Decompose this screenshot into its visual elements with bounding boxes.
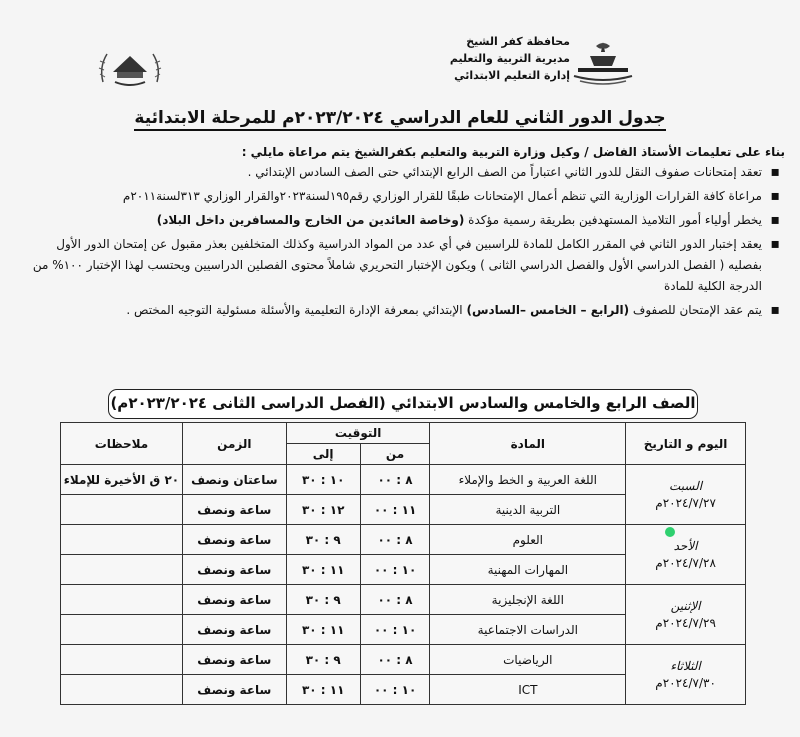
list-item: ▪ يتم عقد الإمتحان للصفوف (الرابع – الخامس –السادس) الإبتدائي بمعرفة الإدارة التعليمية والأسئلة مسئولية التوجيه المختص .: [32, 300, 782, 321]
table-row: [61, 465, 746, 495]
list-item: ▪ مراعاة كافة القرارات الوزارية التي تنظم أعمال الإمتحانات طبقًا للقرار الوزاري رقم١٩٥لسنة٢٠٢٣والقرار الوزاري ٣١٣لسنة٢٠١١م: [32, 186, 782, 207]
header-duration: الزمن: [182, 423, 286, 465]
from-cell: ١٠ : ٠٠: [360, 555, 430, 585]
from-cell: ٨ : ٠٠: [360, 585, 430, 615]
note-cell: [61, 675, 183, 705]
duration-cell: ساعة ونصف: [182, 495, 286, 525]
duration-cell: ساعة ونصف: [182, 585, 286, 615]
note-cell: [61, 645, 183, 675]
header-to: إلى: [286, 444, 360, 465]
duration-cell: ساعة ونصف: [182, 525, 286, 555]
note-cell: [61, 585, 183, 615]
note-cell: [61, 615, 183, 645]
department-label: إدارة التعليم الابتدائي: [454, 69, 570, 82]
to-cell: ١١ : ٣٠: [286, 555, 360, 585]
subject-cell: ICT: [430, 675, 626, 705]
to-cell: ١١ : ٣٠: [286, 615, 360, 645]
page-title: جدول الدور الثاني للعام الدراسي ٢٠٢٣/٢٠٢٤م للمرحلة الابتدائية: [0, 108, 800, 128]
from-cell: ٨ : ٠٠: [360, 465, 430, 495]
note-cell: [61, 525, 183, 555]
grade-banner: الصف الرابع والخامس والسادس الابتدائي (الفصل الدراسى الثانى ٢٠٢٣/٢٠٢٤م): [108, 389, 698, 419]
subject-cell: العلوم: [430, 525, 626, 555]
to-cell: ٩ : ٣٠: [286, 645, 360, 675]
header-day: اليوم و التاريخ: [626, 423, 746, 465]
to-cell: ١٢ : ٣٠: [286, 495, 360, 525]
note-cell: [61, 555, 183, 585]
day-cell: السبت ٢٠٢٤/٧/٢٧م: [626, 465, 746, 525]
from-cell: ٨ : ٠٠: [360, 525, 430, 555]
note-cell: ٢٠ ق الأخيرة للإملاء: [61, 465, 183, 495]
duration-cell: ساعة ونصف: [182, 615, 286, 645]
to-cell: ١٠ : ٣٠: [286, 465, 360, 495]
header-subject: المادة: [430, 423, 626, 465]
to-cell: ٩ : ٣٠: [286, 585, 360, 615]
directorate-label: مديرية التربية والتعليم: [449, 52, 570, 65]
duration-cell: ساعة ونصف: [182, 555, 286, 585]
subject-cell: المهارات المهنية: [430, 555, 626, 585]
ministry-logo: [95, 42, 165, 92]
list-item: ▪ يخطر أولياء أمور التلاميذ المستهدفين بطريقة رسمية مؤكدة (وخاصة العائدين من الخارج والمسافرين داخل البلاد): [32, 210, 782, 231]
day-cell: الإثنين ٢٠٢٤/٧/٢٩م: [626, 585, 746, 645]
from-cell: ١٠ : ٠٠: [360, 615, 430, 645]
to-cell: ٩ : ٣٠: [286, 525, 360, 555]
subject-cell: التربية الدينية: [430, 495, 626, 525]
subject-cell: اللغة الإنجليزية: [430, 585, 626, 615]
header-notes: ملاحظات: [61, 423, 183, 465]
day-cell: الأحد ٢٠٢٤/٧/٢٨م: [626, 525, 746, 585]
instructions-list: [32, 162, 782, 324]
table-row: [61, 645, 746, 675]
duration-cell: ساعة ونصف: [182, 675, 286, 705]
subject-cell: الرياضيات: [430, 645, 626, 675]
subject-cell: اللغة العربية و الخط والإملاء: [430, 465, 626, 495]
table-row: [61, 585, 746, 615]
cursor-marker: [665, 527, 675, 537]
note-cell: [61, 495, 183, 525]
exam-schedule-table: [60, 422, 746, 705]
header-block: [340, 33, 570, 84]
duration-cell: ساعة ونصف: [182, 645, 286, 675]
from-cell: ٨ : ٠٠: [360, 645, 430, 675]
from-cell: ١١ : ٠٠: [360, 495, 430, 525]
list-item: ▪ يعقد إختبار الدور الثاني في المقرر الكامل للمادة للراسبين في أي عدد من المواد الدراسية وكذلك المتخلفين بعذر مقبول عن إمتحان الدور الأول بفصليه ( الفصل الدراسي الأول والفصل الدراسي الثانى ) ويكون الإختبار التحريري شاملاً محتوى الفصلين الدراسيين ويحتسب لهذا الإختبار ١٠٠% من الدرجة الكلية للمادة: [32, 234, 782, 297]
day-cell: الثلاثاء ٢٠٢٤/٧/٣٠م: [626, 645, 746, 705]
header-timing: التوقيت: [286, 423, 430, 444]
table-row: [61, 525, 746, 555]
header-from: من: [360, 444, 430, 465]
to-cell: ١١ : ٣٠: [286, 675, 360, 705]
subject-cell: الدراسات الاجتماعية: [430, 615, 626, 645]
from-cell: ١٠ : ٠٠: [360, 675, 430, 705]
governorate-logo: [568, 38, 638, 88]
intro-text: بناء على تعليمات الأستاذ الفاضل / وكيل وزارة التربية والتعليم بكفرالشيخ يتم مراعاة مايلي :: [241, 145, 785, 159]
duration-cell: ساعتان ونصف: [182, 465, 286, 495]
governorate-label: محافظة كفر الشيخ: [466, 35, 570, 48]
list-item: ▪ تعقد إمتحانات صفوف النقل للدور الثاني اعتباراً من الصف الرابع الإبتدائي حتى الصف السادس الإبتدائي .: [32, 162, 782, 183]
